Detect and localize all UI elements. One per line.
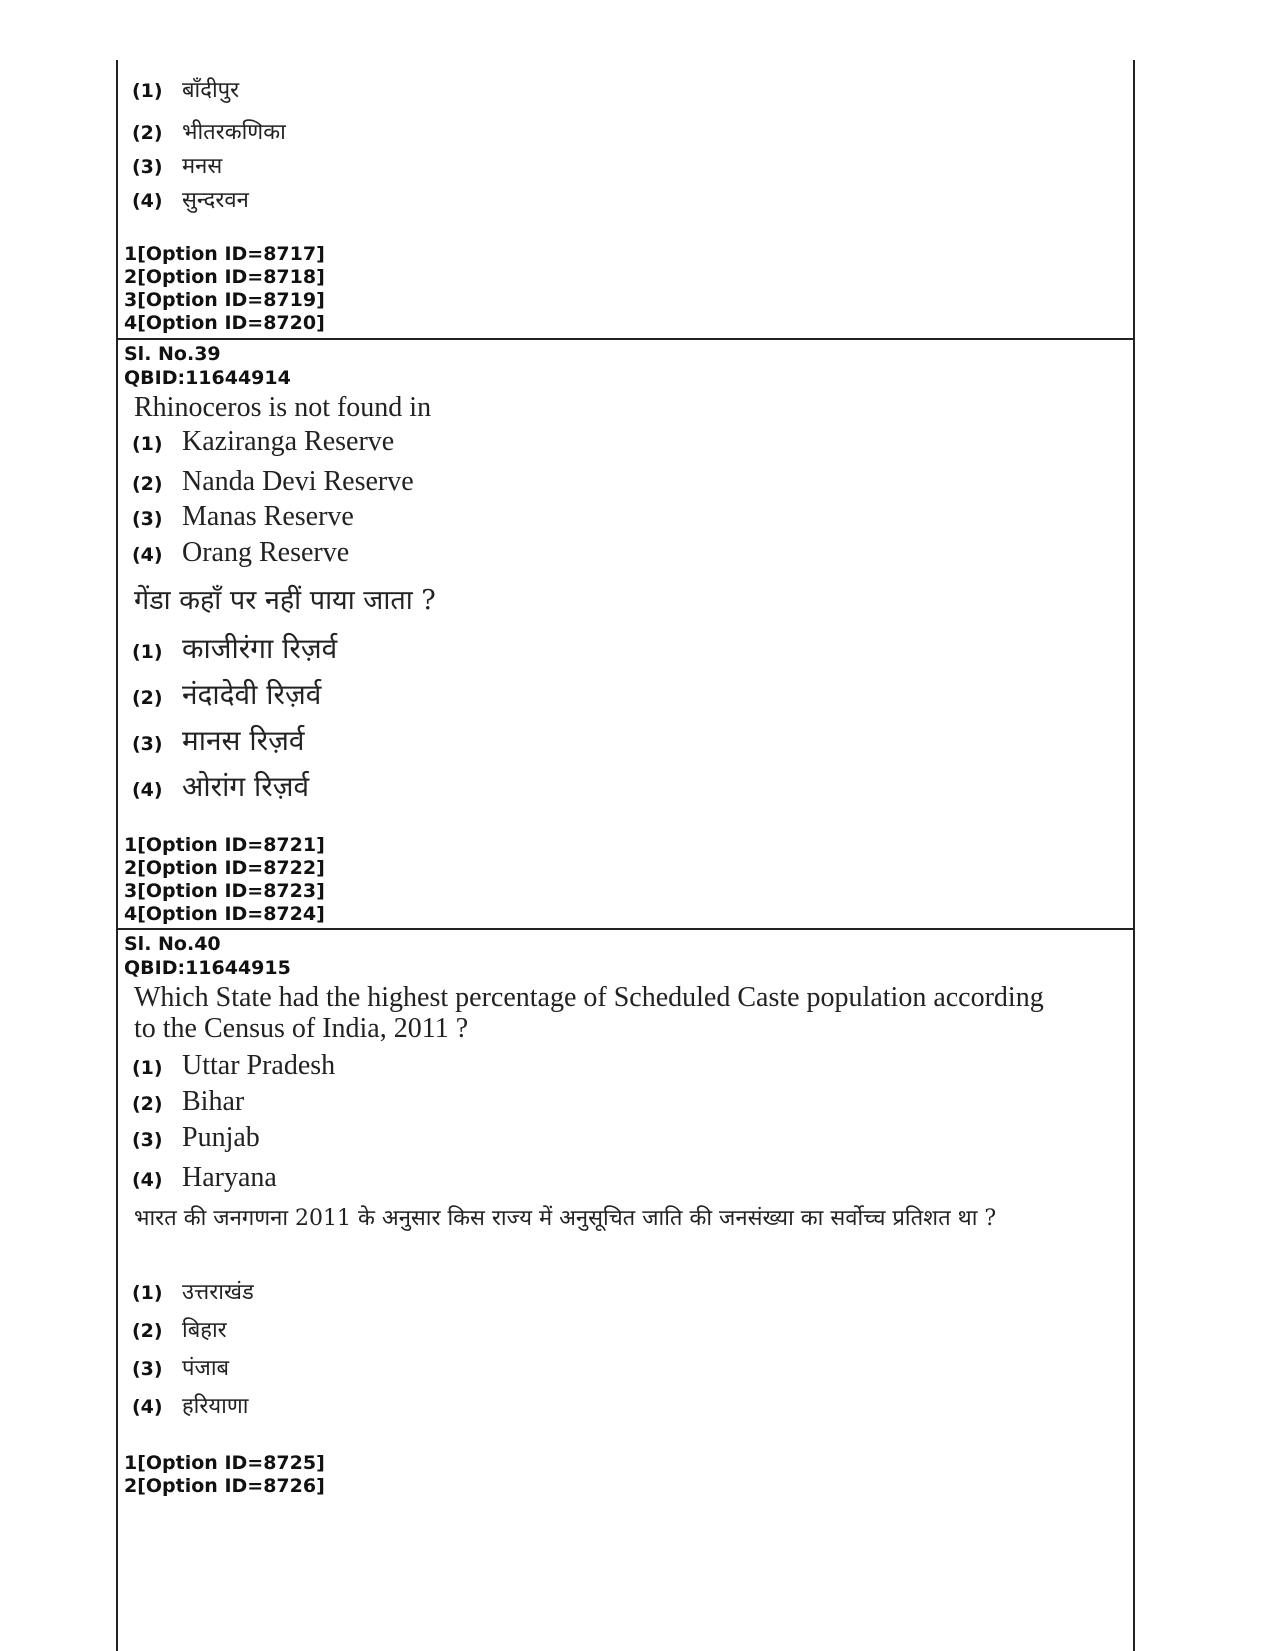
- option-2: [132, 1086, 244, 1118]
- option-text-hi: ओरांग रिज़र्व: [182, 770, 310, 803]
- option-text-hi: काजीरंगा रिज़र्व: [182, 632, 338, 665]
- option-id-1: 1[Option ID=8717]: [124, 243, 325, 265]
- option-text-en: Orang Reserve: [182, 537, 350, 568]
- option-id-1: 1[Option ID=8725]: [124, 1452, 325, 1474]
- option-number: (2): [132, 473, 163, 495]
- option-id-2: 2[Option ID=8718]: [124, 266, 325, 288]
- option-id-3: 3[Option ID=8723]: [124, 880, 325, 902]
- option-4: [132, 1162, 277, 1194]
- option-text-en: Manas Reserve: [182, 501, 354, 532]
- option-1-hi: [132, 1276, 254, 1306]
- option-3-hi: [132, 721, 304, 759]
- option-1: [132, 426, 394, 458]
- option-number: (4): [132, 1169, 163, 1191]
- option-number: (4): [132, 190, 163, 212]
- option-number: (2): [132, 1093, 163, 1115]
- serial-number: Sl. No.39: [124, 343, 221, 365]
- question-text-en: Which State had the highest percentage of Scheduled Caste population according to the Census of India, 2011 ?: [134, 982, 1044, 1044]
- option-number: (2): [132, 687, 163, 709]
- option-4-hi: [132, 767, 309, 805]
- option-2: [132, 116, 286, 146]
- option-text-hi: बाँदीपुर: [182, 78, 240, 103]
- option-text-hi: मनस: [182, 154, 223, 179]
- option-3-hi: [132, 1352, 229, 1382]
- option-text-hi: बिहार: [182, 1318, 227, 1343]
- option-4: [132, 537, 349, 569]
- option-text-hi: भीतरकणिका: [182, 120, 286, 145]
- option-number: (1): [132, 1057, 163, 1079]
- option-number: (3): [132, 733, 163, 755]
- option-text-en: Kaziranga Reserve: [182, 426, 395, 457]
- option-text-en: Haryana: [182, 1162, 277, 1193]
- option-number: (1): [132, 641, 163, 663]
- option-1: [132, 74, 239, 104]
- option-4: [132, 184, 249, 214]
- question-text-hi: गेंडा कहाँ पर नहीं पाया जाता ?: [134, 585, 436, 616]
- qbid: QBID:11644915: [124, 957, 291, 979]
- option-3: [132, 1122, 260, 1154]
- option-number: (3): [132, 1358, 163, 1380]
- option-text-en: Uttar Pradesh: [182, 1050, 336, 1081]
- question-paper-frame: [116, 60, 1135, 1651]
- option-2-hi: [132, 675, 321, 713]
- option-number: (4): [132, 779, 163, 801]
- option-number: (4): [132, 544, 163, 566]
- option-id-2: 2[Option ID=8726]: [124, 1475, 325, 1497]
- option-2-hi: [132, 1314, 227, 1344]
- question-text-en: Rhinoceros is not found in: [134, 392, 432, 423]
- option-number: (1): [132, 80, 163, 102]
- qbid: QBID:11644914: [124, 367, 291, 389]
- option-3: [132, 150, 222, 180]
- option-number: (2): [132, 1320, 163, 1342]
- question-40-section: [118, 930, 1133, 1650]
- prev-question-section: [118, 60, 1133, 338]
- option-number: (3): [132, 508, 163, 530]
- option-number: (1): [132, 1282, 163, 1304]
- option-number: (2): [132, 122, 163, 144]
- option-text-hi: सुन्दरवन: [182, 188, 249, 213]
- option-number: (3): [132, 156, 163, 178]
- option-id-3: 3[Option ID=8719]: [124, 289, 325, 311]
- option-number: (1): [132, 433, 163, 455]
- option-text-en: Nanda Devi Reserve: [182, 466, 414, 497]
- serial-number: Sl. No.40: [124, 933, 221, 955]
- option-number: (4): [132, 1396, 163, 1418]
- option-text-hi: नंदादेवी रिज़र्व: [182, 678, 322, 711]
- option-1-hi: [132, 629, 337, 667]
- option-id-4: 4[Option ID=8724]: [124, 903, 325, 925]
- option-number: (3): [132, 1129, 163, 1151]
- option-3: [132, 501, 354, 533]
- option-text-hi: मानस रिज़र्व: [182, 724, 305, 757]
- question-39-section: [118, 340, 1133, 928]
- option-id-2: 2[Option ID=8722]: [124, 857, 325, 879]
- option-4-hi: [132, 1390, 248, 1420]
- option-1: [132, 1050, 335, 1082]
- option-text-en: Bihar: [182, 1086, 245, 1117]
- option-text-hi: पंजाब: [182, 1356, 230, 1381]
- option-text-en: Punjab: [182, 1122, 260, 1153]
- option-2: [132, 466, 414, 498]
- question-text-hi: भारत की जनगणना 2011 के अनुसार किस राज्य में अनुसूचित जाति की जनसंख्या का सर्वोच्च प्रतिशत था ?: [134, 1206, 997, 1231]
- option-id-4: 4[Option ID=8720]: [124, 312, 325, 334]
- option-text-hi: हरियाणा: [182, 1394, 249, 1419]
- option-id-1: 1[Option ID=8721]: [124, 834, 325, 856]
- option-text-hi: उत्तराखंड: [182, 1280, 254, 1305]
